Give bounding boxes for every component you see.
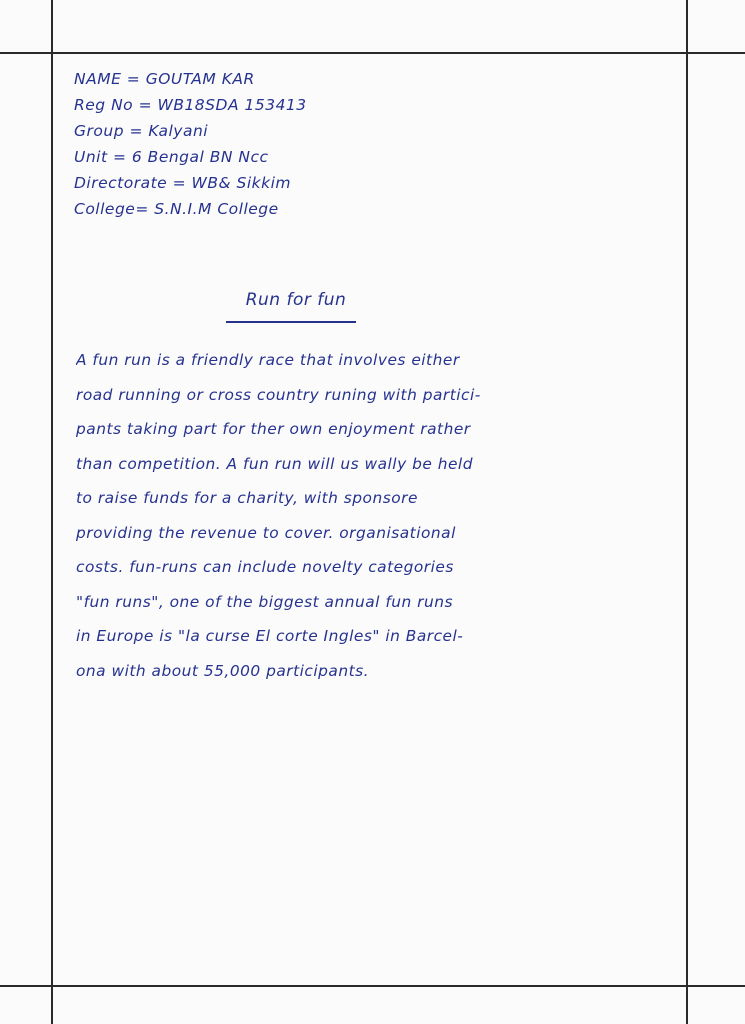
name-line: NAME = GOUTAM KAR [74, 70, 255, 88]
essay-title: Run for fun [245, 290, 347, 310]
directorate-line: Directorate = WB& Sikkim [74, 174, 292, 192]
body-line: in Europe is "la curse El corte Ingles" in Barcel- [76, 627, 464, 645]
body-line: road running or cross country runing with partici- [76, 385, 481, 404]
body-line: pants taking part for ther own enjoyment rather [76, 420, 471, 438]
group-line: Group = Kalyani [74, 122, 209, 140]
body-line: "fun runs", one of the biggest annual fun runs [76, 592, 453, 611]
essay-body [76, 343, 682, 688]
title-underline [226, 321, 356, 323]
body-line: than competition. A fun run will us wally be held [76, 454, 473, 473]
body-line: ona with about 55,000 participants. [76, 661, 370, 680]
body-line: to raise funds for a charity, with sponsore [76, 489, 418, 507]
unit-line: Unit = 6 Bengal BN Ncc [74, 148, 269, 166]
college-line: College= S.N.I.M College [74, 200, 279, 218]
right-margin-rule [686, 0, 688, 1024]
body-line: providing the revenue to cover. organisational [76, 523, 456, 542]
body-line: costs. fun-runs can include novelty categories [76, 558, 454, 576]
bottom-margin-rule [0, 985, 745, 987]
left-margin-rule [51, 0, 53, 1024]
reg-number-line: Reg No = WB18SDA 153413 [74, 96, 307, 114]
top-margin-rule [0, 52, 745, 54]
student-details [74, 66, 474, 222]
body-line: A fun run is a friendly race that involves either [76, 351, 460, 369]
